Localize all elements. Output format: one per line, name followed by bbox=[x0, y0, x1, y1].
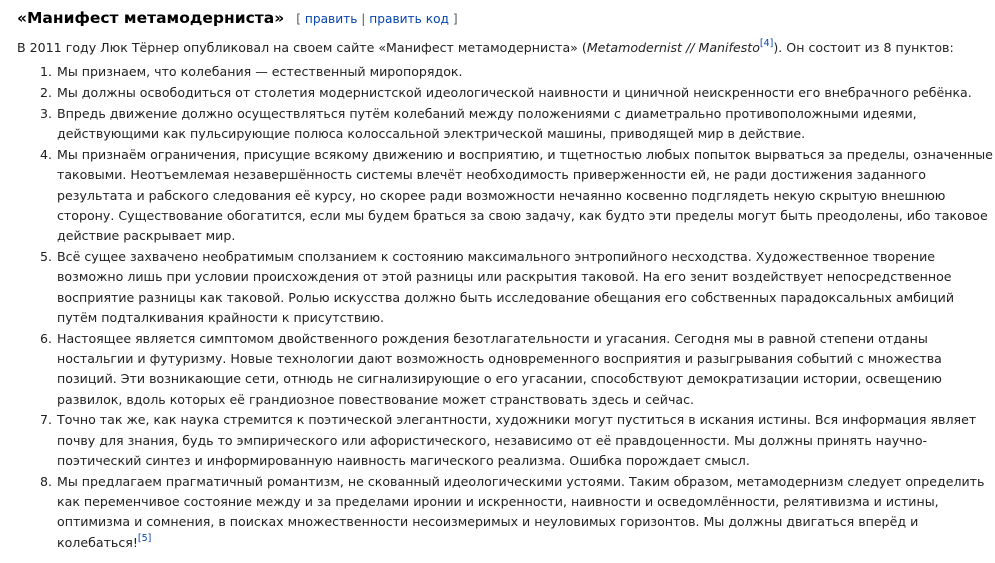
section-title: «Манифест метамодерниста» bbox=[17, 9, 285, 27]
list-item-text: Мы признаем, что колебания — естественный миропорядок. bbox=[57, 64, 463, 80]
edit-divider: | bbox=[361, 12, 366, 26]
manifesto-list bbox=[17, 62, 995, 553]
list-item-number: 1. bbox=[40, 64, 53, 80]
edit-section-links bbox=[296, 9, 457, 29]
list-item bbox=[40, 145, 995, 246]
citation-ref-5 bbox=[138, 533, 151, 544]
list-item-number: 8. bbox=[40, 473, 53, 489]
list-item bbox=[40, 472, 995, 553]
list-item-number: 6. bbox=[40, 330, 53, 346]
list-item-text: Всё сущее захвачено необратимым сползанием к состоянию максимального энтропийного несходства. Художественное творение возможно лишь при условии происхождения от этой разницы или раскрытия таковой. На его зенит воздействует непосредственное восприятие разницы как таковой. Ролью искусства должно быть исследование обещания его собственных парадоксальных амбиций путём подталкивания крайности к присутствию. bbox=[57, 248, 955, 325]
list-item-text: Мы признаём ограничения, присущие всякому движению и восприятию, и тщетностью любых попыток вырваться за пределы, означенные таковыми. Неотъемлемая незавершённость системы влечёт необходимость приверженности ей, не ради достижения заданного результата и рабского следования её курсу, но скорее ради возможности нечаянно косвенно подглядеть некую скрытую внешнюю сторону. Существование обогатится, если мы будем браться за свою задачу, как будто эти пределы могут быть преодолены, ибо таковое действие раскрывает мир. bbox=[57, 146, 993, 244]
list-item bbox=[40, 83, 995, 103]
list-item-text-body: Мы предлагаем прагматичный романтизм, не скованный идеологическими устоями. Таким образом, метамодернизм следует определить как переменчивое состояние между и за пределами иронии и искренности, наивности и осведомлённости, релятивизма и истины, оптимизма и сомнения, в поисках множественности несоизмеримых и неуловимых горизонтов. Мы должны двигаться вперёд и колебаться! bbox=[57, 473, 985, 550]
list-item-number: 3. bbox=[40, 105, 53, 121]
intro-italic-title: Metamodernist // Manifesto bbox=[586, 40, 760, 55]
list-item bbox=[40, 247, 995, 328]
intro-text-after: ). Он состоит из 8 пунктов: bbox=[773, 40, 954, 55]
citation-link-5[interactable]: [5] bbox=[137, 532, 152, 544]
list-item-number: 7. bbox=[40, 412, 53, 428]
citation-link-4[interactable]: [4] bbox=[759, 38, 774, 49]
edit-close-bracket: ] bbox=[452, 12, 458, 26]
intro-paragraph bbox=[17, 38, 995, 58]
list-item-number: 5. bbox=[40, 248, 53, 264]
list-item-text: Настоящее является симптомом двойственного рождения безотлагательности и угасания. Сегодня мы в равной степени отданы ностальгии и футуризму. Новые технологии дают возможность одновременного восприятия и разыгрывания событий с множества позиций. Эти возникающие сети, отнюдь не сигнализирующие о его угасании, способствуют демократизации истории, освещению развилок, вдоль которых её грандиозное повествование может странствовать здесь и сейчас. bbox=[57, 330, 942, 407]
list-item bbox=[40, 104, 995, 145]
citation-ref-4 bbox=[760, 38, 773, 49]
list-item bbox=[40, 410, 995, 471]
intro-text-before: В 2011 году Люк Тёрнер опубликовал на своем сайте «Манифест метамодерниста» ( bbox=[17, 40, 587, 55]
list-item-number: 4. bbox=[40, 146, 53, 162]
list-item-text: Мы должны освободиться от столетия модернистской идеологической наивности и циничной неискренности его внебрачного ребёнка. bbox=[57, 85, 972, 101]
section-heading bbox=[17, 8, 995, 30]
list-item-text bbox=[57, 472, 995, 553]
list-item-text: Точно так же, как наука стремится к поэтической элегантности, художники могут пуститься в искания истины. Вся информация являет почву для знания, будь то эмпирического или афористического, независимо от её правдоценности. Мы должны принять научно-поэтический синтез и информированную наивность магического реализма. Ошибка порождает смысл. bbox=[57, 412, 977, 468]
edit-open-bracket: [ bbox=[296, 12, 301, 26]
list-item-number: 2. bbox=[40, 85, 53, 101]
list-item-text: Впредь движение должно осуществляться путём колебаний между положениями с диаметрально противоположными идеями, действующими как пульсирующие полюса колоссальной электрической машины, приводящей мир в действие. bbox=[57, 105, 917, 142]
list-item bbox=[40, 62, 995, 82]
list-item bbox=[40, 329, 995, 410]
edit-code-link[interactable]: править код bbox=[369, 12, 449, 26]
edit-link[interactable]: править bbox=[304, 12, 358, 26]
